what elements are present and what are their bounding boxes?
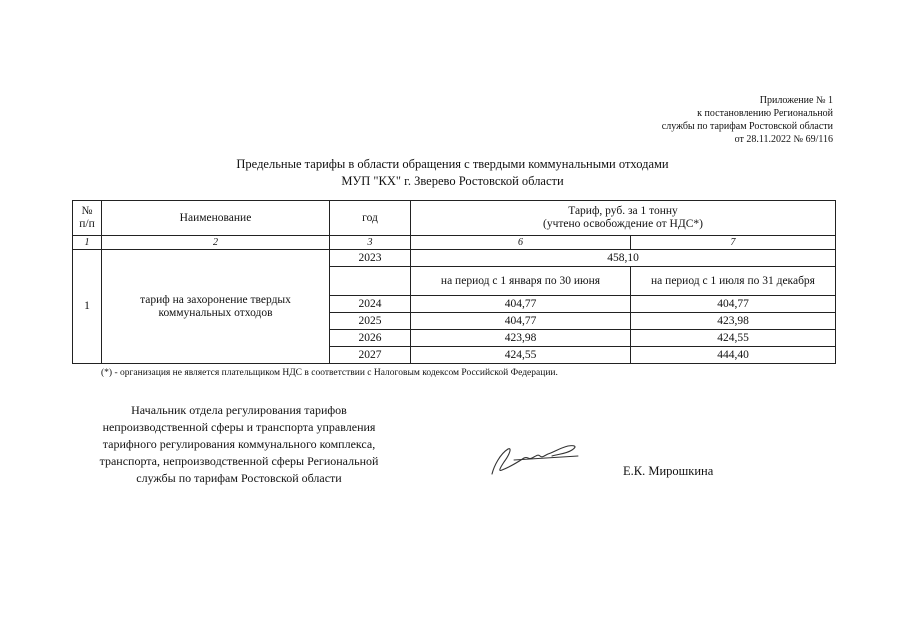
header-number bbox=[73, 201, 102, 236]
table-header-row bbox=[73, 201, 836, 236]
header-year: год bbox=[330, 201, 411, 236]
title-line: Предельные тарифы в области обращения с твердыми коммунальными отходами bbox=[236, 157, 669, 171]
document-title bbox=[0, 156, 905, 190]
title-line: МУП "КХ" г. Зверево Ростовской области bbox=[341, 174, 564, 188]
tariff-cell: 458,10 bbox=[411, 250, 836, 267]
signer-line: непроизводственной сферы и транспорта управления bbox=[102, 420, 376, 434]
vat-footnote: (*) - организация не является плательщиком НДС в соответствии с Налоговым кодексом Российской Федерации. bbox=[101, 368, 558, 378]
appendix-reference bbox=[662, 94, 833, 146]
header-number-line: п/п bbox=[79, 218, 95, 230]
tariff-table bbox=[72, 200, 836, 364]
year-cell: 2026 bbox=[330, 330, 411, 347]
handwritten-signature bbox=[488, 440, 584, 478]
signer-position bbox=[84, 402, 394, 487]
tariff-cell: 404,77 bbox=[411, 313, 631, 330]
column-index: 3 bbox=[330, 236, 411, 250]
header-tariff bbox=[411, 201, 836, 236]
signer-line: транспорта, непроизводственной сферы Региональной bbox=[99, 454, 379, 468]
year-cell-empty bbox=[330, 267, 411, 296]
tariff-cell: 424,55 bbox=[631, 330, 836, 347]
appendix-line: от 28.11.2022 № 69/116 bbox=[734, 134, 833, 145]
signer-line: службы по тарифам Ростовской области bbox=[136, 471, 342, 485]
row-number: 1 bbox=[73, 250, 102, 364]
tariff-cell: 423,98 bbox=[631, 313, 836, 330]
period-2-header: на период с 1 июля по 31 декабря bbox=[631, 267, 836, 296]
table-row bbox=[73, 250, 836, 267]
header-number-line: № bbox=[81, 205, 93, 217]
year-cell: 2023 bbox=[330, 250, 411, 267]
appendix-line: службы по тарифам Ростовской области bbox=[661, 121, 833, 132]
signer-name: Е.К. Мирошкина bbox=[623, 464, 714, 478]
tariff-cell: 404,77 bbox=[631, 296, 836, 313]
row-name-line: коммунальных отходов bbox=[158, 306, 273, 319]
tariff-cell: 444,40 bbox=[631, 347, 836, 364]
period-1-header: на период с 1 января по 30 июня bbox=[411, 267, 631, 296]
year-cell: 2027 bbox=[330, 347, 411, 364]
row-name bbox=[102, 250, 330, 364]
column-index: 2 bbox=[102, 236, 330, 250]
column-index: 1 bbox=[73, 236, 102, 250]
year-cell: 2024 bbox=[330, 296, 411, 313]
column-index-row bbox=[73, 236, 836, 250]
column-index: 7 bbox=[631, 236, 836, 250]
signer-line: тарифного регулирования коммунального комплекса, bbox=[102, 437, 376, 451]
tariff-cell: 423,98 bbox=[411, 330, 631, 347]
tariff-cell: 424,55 bbox=[411, 347, 631, 364]
appendix-line: Приложение № 1 bbox=[759, 95, 833, 106]
header-name: Наименование bbox=[102, 201, 330, 236]
header-tariff-line: (учтено освобождение от НДС*) bbox=[543, 218, 703, 230]
column-index: 6 bbox=[411, 236, 631, 250]
year-cell: 2025 bbox=[330, 313, 411, 330]
header-tariff-line: Тариф, руб. за 1 тонну bbox=[568, 205, 678, 217]
signer-line: Начальник отдела регулирования тарифов bbox=[131, 403, 347, 417]
row-name-line: тариф на захоронение твердых bbox=[140, 293, 291, 306]
appendix-line: к постановлению Региональной bbox=[697, 108, 833, 119]
tariff-cell: 404,77 bbox=[411, 296, 631, 313]
